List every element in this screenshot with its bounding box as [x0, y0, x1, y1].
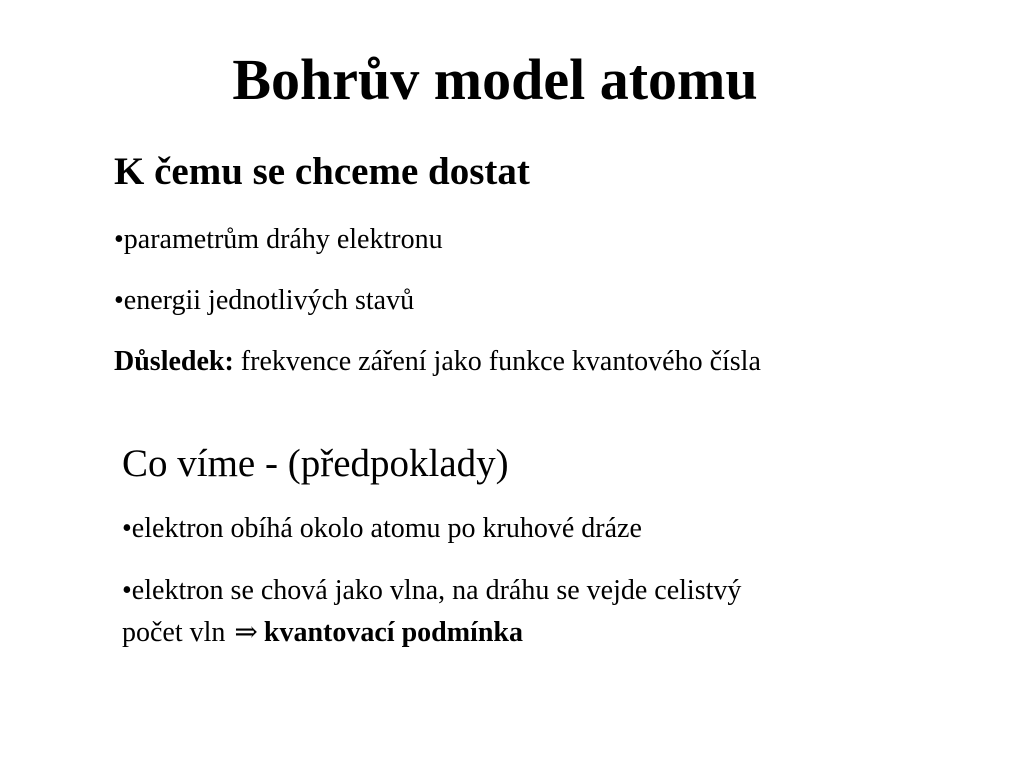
implies-icon: ⇒	[234, 617, 258, 648]
continuation-text: počet vln	[122, 617, 233, 648]
consequence-line	[114, 344, 761, 380]
bullet-orbit-parameters: •parametrům dráhy elektronu	[114, 224, 443, 255]
bullet-electron-wave: •elektron se chová jako vlna, na dráhu se vejde celistvý	[122, 575, 742, 606]
consequence-label: Důsledek:	[114, 346, 234, 377]
quantization-line	[122, 615, 523, 651]
section-heading-assumptions: Co víme - (předpoklady)	[122, 442, 509, 485]
consequence-text: frekvence záření jako funkce kvantového čísla	[233, 346, 761, 377]
section-heading-goal: K čemu se chceme dostat	[114, 150, 530, 193]
bullet-state-energy: •energii jednotlivých stavů	[114, 285, 415, 316]
slide-title: Bohrův model atomu	[232, 47, 758, 112]
quantization-condition: kvantovací podmínka	[263, 617, 523, 648]
bullet-circular-orbit: •elektron obíhá okolo atomu po kruhové dráze	[122, 513, 642, 544]
